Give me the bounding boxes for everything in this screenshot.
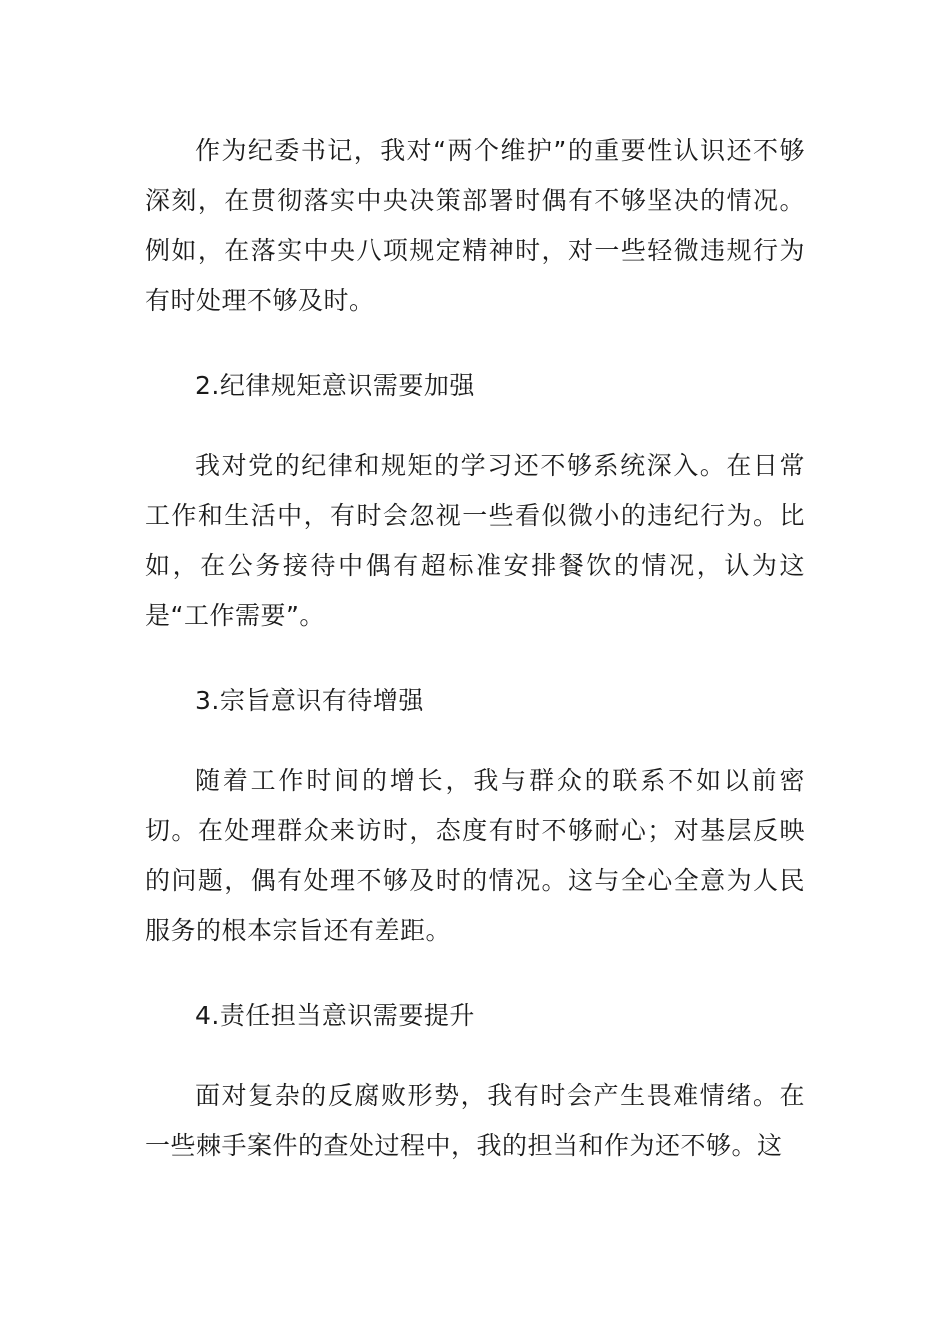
paragraph-political-awareness: 作为纪委书记，我对“两个维护”的重要性认识还不够深刻，在贯彻落实中央决策部署时偶有不够坚决的情况。例如，在落实中央八项规定精神时，对一些轻微违规行为有时处理不够及时。: [145, 136, 805, 315]
paragraph-responsibility: 面对复杂的反腐败形势，我有时会产生畏难情绪。在一些棘手案件的查处过程中，我的担当和作为还不够。这: [145, 1081, 805, 1160]
paragraph-discipline: 我对党的纪律和规矩的学习还不够系统深入。在日常工作和生活中，有时会忽视一些看似微小的违纪行为。比如，在公务接待中偶有超标准安排餐饮的情况，认为这是“工作需要”。: [145, 451, 805, 630]
section-heading-purpose: 3.宗旨意识有待增强: [195, 686, 424, 715]
section-heading-responsibility: 4.责任担当意识需要提升: [195, 1001, 475, 1030]
document-body: [145, 126, 805, 1171]
paragraph-purpose: 随着工作时间的增长，我与群众的联系不如以前密切。在处理群众来访时，态度有时不够耐心；对基层反映的问题，偶有处理不够及时的情况。这与全心全意为人民服务的根本宗旨还有差距。: [145, 766, 805, 945]
section-heading-discipline: 2.纪律规矩意识需要加强: [195, 371, 475, 400]
